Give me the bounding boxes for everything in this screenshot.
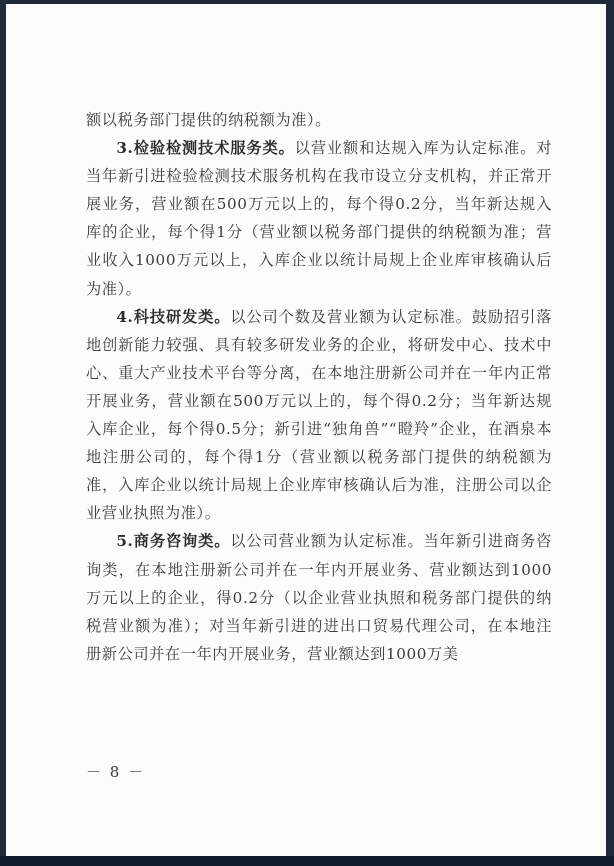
document-body <box>86 106 552 668</box>
page-bottom-edge <box>0 856 614 866</box>
section-5-body: 以公司营业额为认定标准。当年新引进商务咨询类，在本地注册新公司并在一年内开展业务、营业额达到1000万元以上的企业，得0.2分（以企业营业执照和税务部门提供的纳税营业额为准）；对当年新引进的进出口贸易代理公司，在本地注册新公司并在一年内开展业务，营业额达到1000万美 <box>86 532 553 663</box>
section-3-paragraph <box>86 134 552 303</box>
section-4-paragraph <box>86 303 552 528</box>
section-4-body: 以公司个数及营业额为认定标准。鼓励招引落地创新能力较强、具有较多研发业务的企业，将研发中心、技术中心、重大产业技术平台等分离，在本地注册新公司并在一年内正常开展业务，营业额在500万元以上的，每个得0.2分；当年新达规入库企业，每个得0.5分；新引进“独角兽”“瞪羚”企业，在酒泉本地注册公司的，每个得1分（营业额以税务部门提供的纳税额为准，入库企业以统计局规上企业库审核确认后为准，注册公司以企业营业执照为准）。 <box>86 307 553 523</box>
section-3-body: 以营业额和达规入库为认定标准。对当年新引进检验检测技术服务机构在我市设立分支机构，并正常开展业务，营业额在500万元以上的，每个得0.2分，当年新达规入库的企业，每个得1分（营业额以税务部门提供的纳税额为准；营业收入1000万元以上，入库企业以统计局规上企业库审核确认后为准）。 <box>86 139 552 298</box>
page-number: － 8 － <box>86 763 146 781</box>
section-4-heading: 4.科技研发类。 <box>116 307 231 326</box>
section-3-heading: 3.检验检测技术服务类。 <box>116 139 295 158</box>
continuation-paragraph: 额以税务部门提供的纳税额为准）。 <box>86 111 331 129</box>
section-5-paragraph <box>86 527 552 667</box>
section-5-heading: 5.商务咨询类。 <box>116 532 231 551</box>
